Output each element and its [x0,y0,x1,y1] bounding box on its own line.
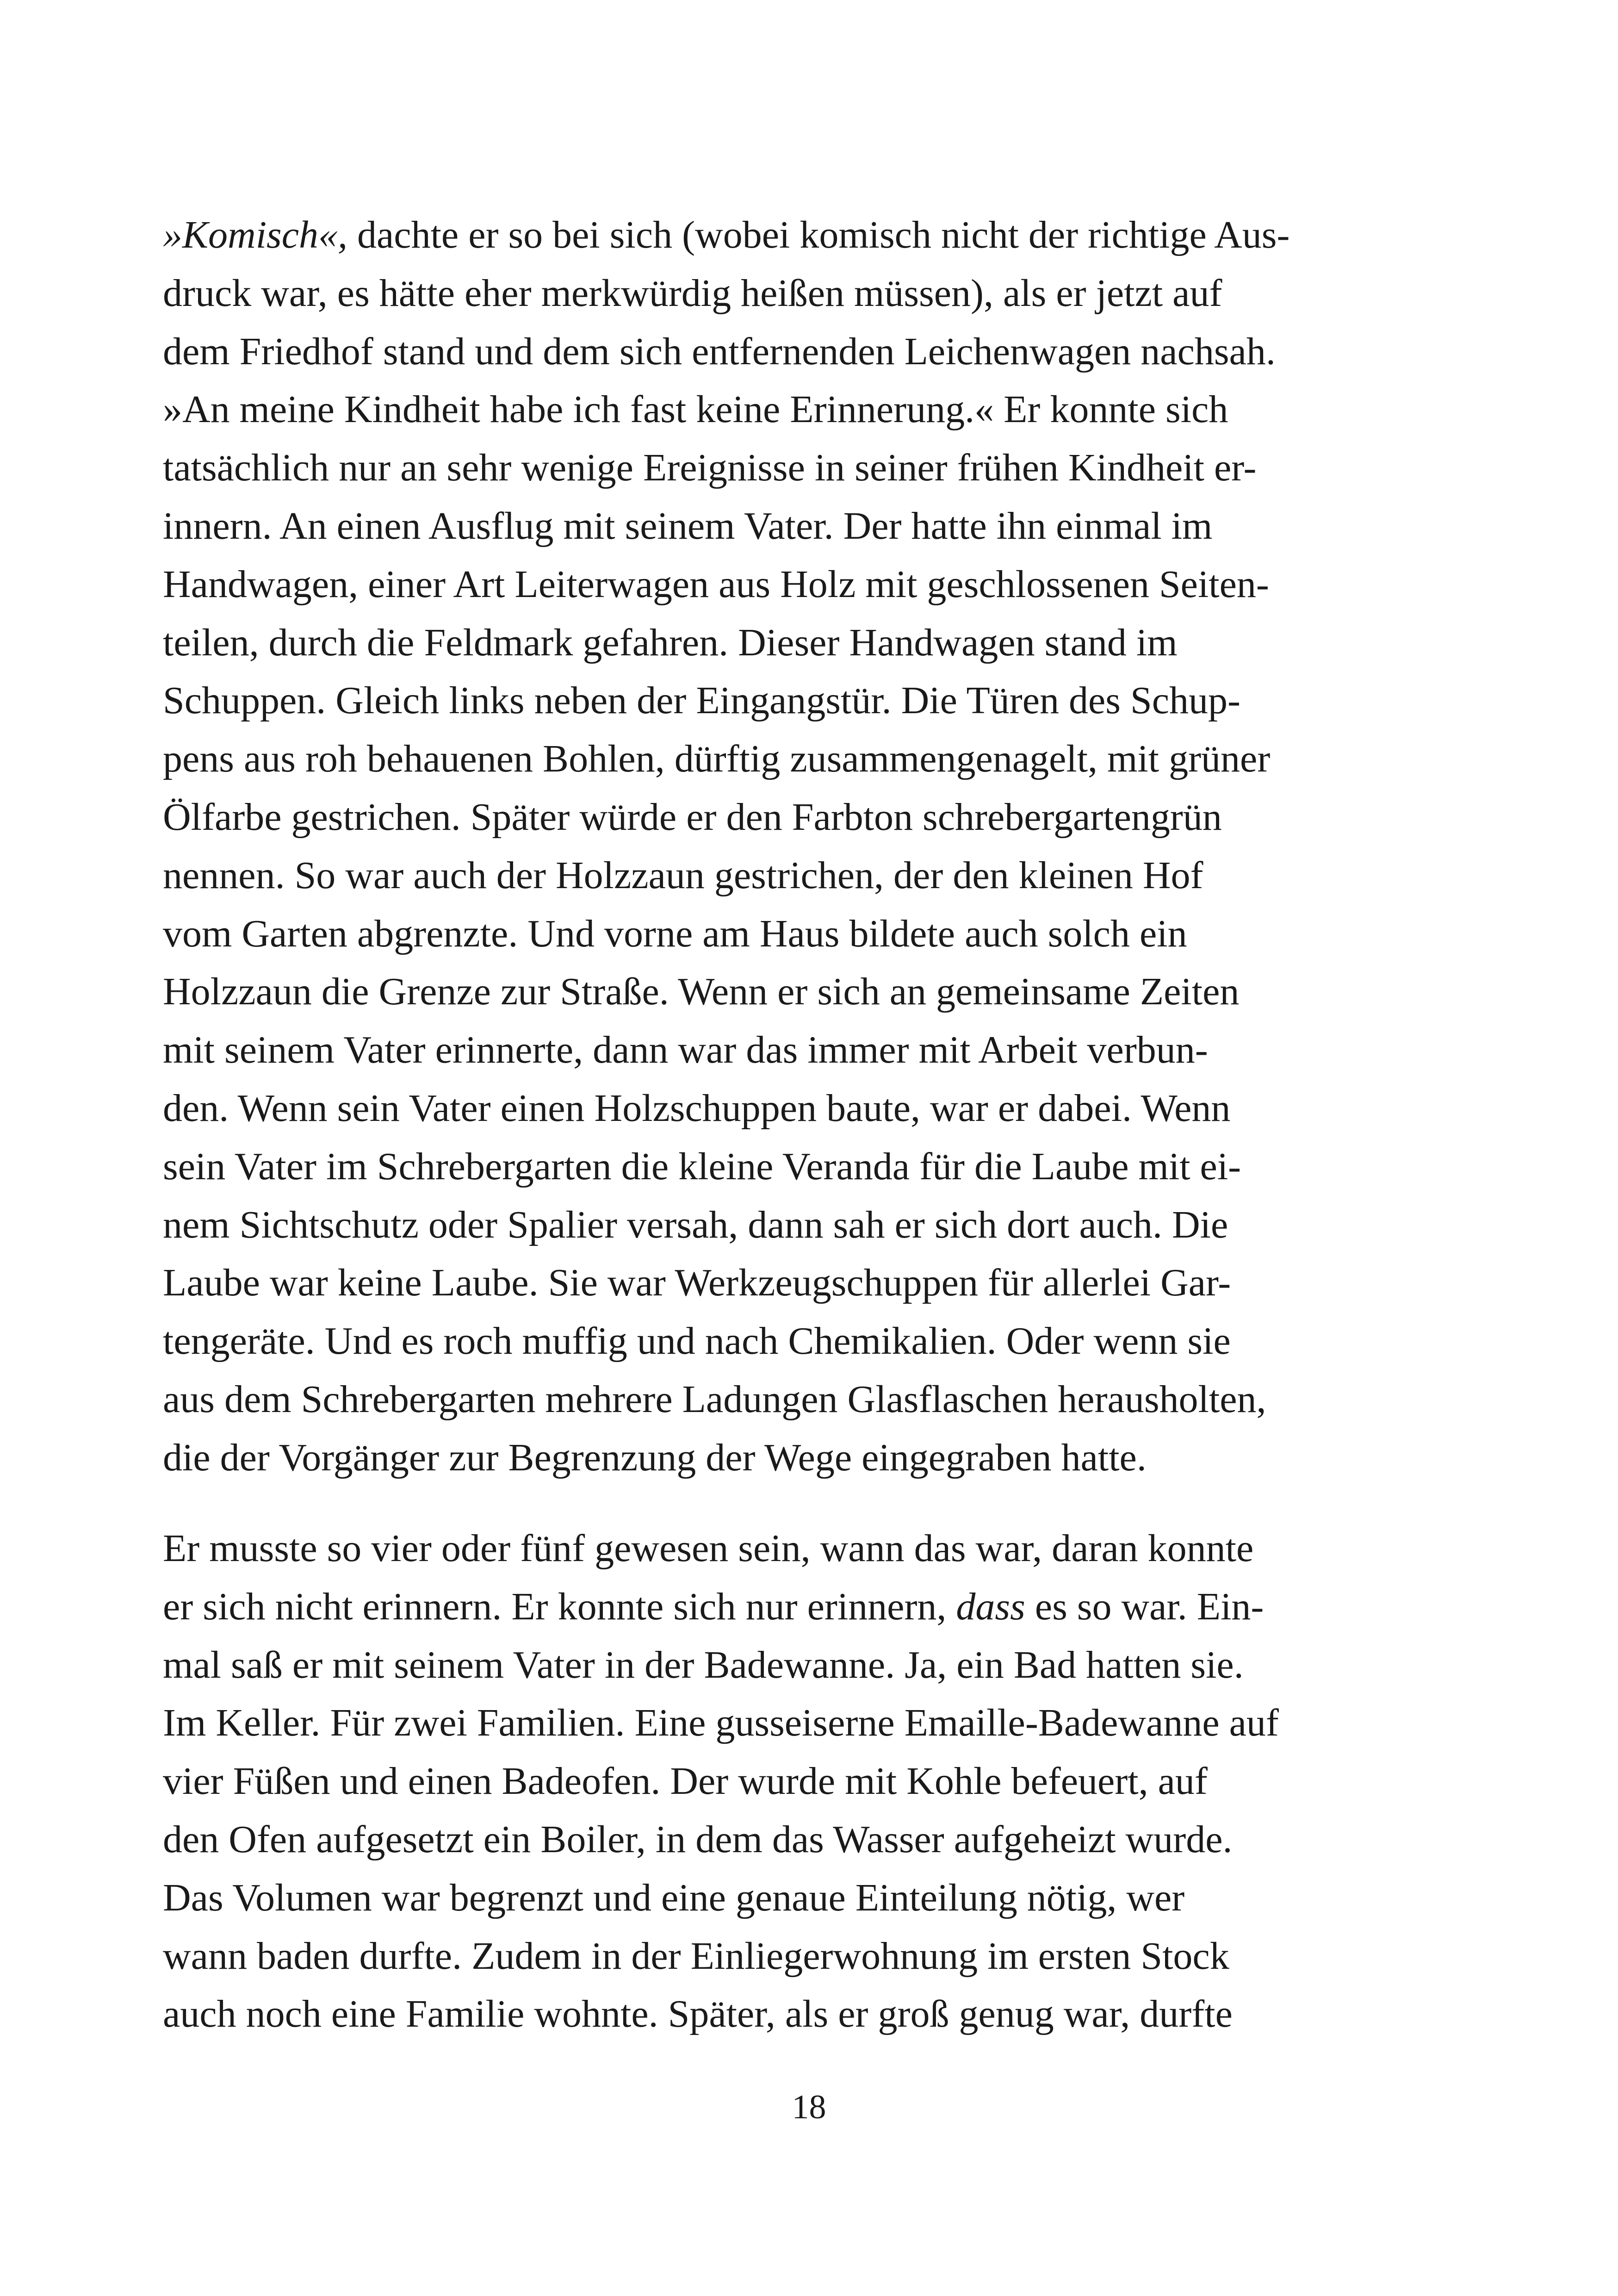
page-number: 18 [792,2088,826,2126]
text-line: vier Füßen und einen Badeofen. Der wurde mit Kohle befeuert, auf [163,1760,1208,1803]
text-line: »An meine Kindheit habe ich fast keine Erinnerung.« Er konnte sich [163,388,1228,431]
text-line: mit seinem Vater erinnerte, dann war das immer mit Arbeit verbun- [163,1028,1208,1072]
paragraph-2 [163,1519,1442,2043]
text-line: wann baden durfte. Zudem in der Einliegerwohnung im ersten Stock [163,1934,1229,1978]
text-line: Holzzaun die Grenze zur Straße. Wenn er sich an gemeinsame Zeiten [163,970,1240,1014]
text-line: vom Garten abgrenzte. Und vorne am Haus bildete auch solch ein [163,912,1187,955]
text-line: mal saß er mit seinem Vater in der Badewanne. Ja, ein Bad hatten sie. [163,1643,1244,1686]
text-line: Er musste so vier oder fünf gewesen sein, wann das war, daran konnte [163,1527,1254,1570]
text-line: den. Wenn sein Vater einen Holzschuppen baute, war er dabei. Wenn [163,1086,1231,1130]
text-line: Schuppen. Gleich links neben der Eingangstür. Die Türen des Schup- [163,679,1240,722]
text-line: er sich nicht erinnern. Er konnte sich nur erinnern, dass es so war. Ein- [163,1585,1264,1628]
text-line: auch noch eine Familie wohnte. Später, als er groß genug war, durfte [163,1992,1233,2036]
text-line: nennen. So war auch der Holzzaun gestrichen, der den kleinen Hof [163,853,1203,897]
paragraph-1 [163,206,1442,1487]
text-line: Handwagen, einer Art Leiterwagen aus Holz mit geschlossenen Seiten- [163,562,1269,606]
text-line: tatsächlich nur an sehr wenige Ereignisse in seiner frühen Kindheit er- [163,446,1257,490]
text-line: sein Vater im Schrebergarten die kleine Veranda für die Laube mit ei- [163,1145,1241,1188]
text-line-last: die der Vorgänger zur Begrenzung der Wege eingegraben hatte. [163,1436,1147,1479]
text-line: Laube war keine Laube. Sie war Werkzeugschuppen für allerlei Gar- [163,1261,1231,1305]
text-line: innern. An einen Ausflug mit seinem Vater. Der hatte ihn einmal im [163,504,1213,548]
italic-quote: »Komisch«, [163,213,347,256]
italic-emphasis: dass [956,1585,1025,1628]
text-line: pens aus roh behauenen Bohlen, dürftig zusammengenagelt, mit grüner [163,737,1271,781]
text-line: aus dem Schrebergarten mehrere Ladungen Glasflaschen herausholten, [163,1377,1266,1421]
text-line: nem Sichtschutz oder Spalier versah, dann sah er sich dort auch. Die [163,1203,1228,1246]
text-line: teilen, durch die Feldmark gefahren. Dieser Handwagen stand im [163,621,1178,664]
text-line: »Komisch«, dachte er so bei sich (wobei komisch nicht der richtige Aus- [163,213,1290,256]
text-line: den Ofen aufgesetzt ein Boiler, in dem das Wasser aufgeheizt wurde. [163,1817,1233,1861]
text-line: tengeräte. Und es roch muffig und nach Chemikalien. Oder wenn sie [163,1319,1231,1363]
text-line: Ölfarbe gestrichen. Später würde er den Farbton schrebergartengrün [163,795,1222,839]
text-line: Das Volumen war begrenzt und eine genaue Einteilung nötig, wer [163,1876,1185,1919]
text-line: druck war, es hätte eher merkwürdig heißen müssen), als er jetzt auf [163,271,1222,315]
text-line: Im Keller. Für zwei Familien. Eine gusseiserne Emaille-Badewanne auf [163,1701,1279,1745]
text-line: dem Friedhof stand und dem sich entfernenden Leichenwagen nachsah. [163,330,1276,373]
